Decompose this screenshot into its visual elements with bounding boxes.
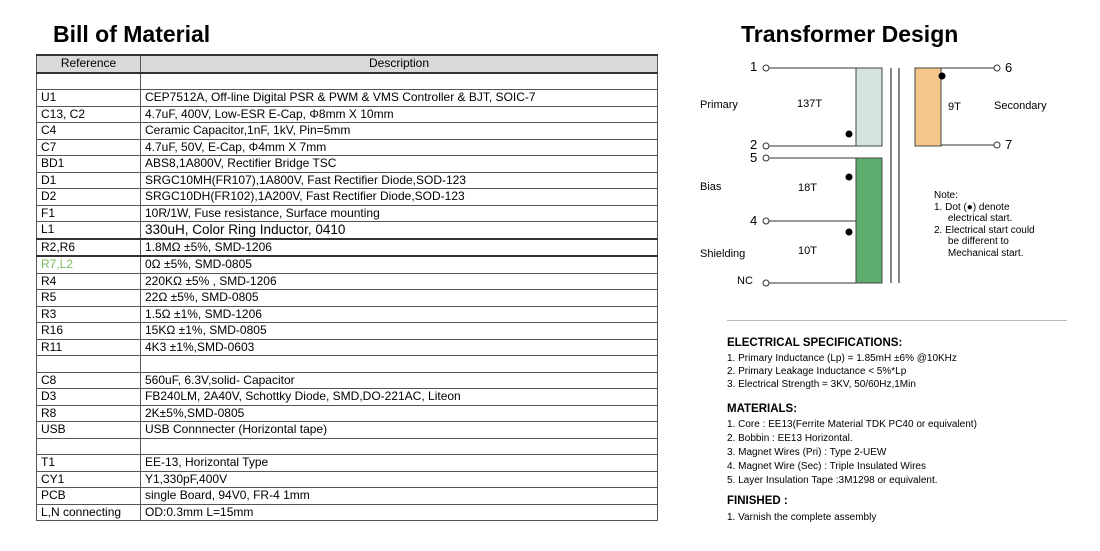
electrical-spec-item: 1. Primary Inductance (Lp) = 1.85mH ±6% @10KHz <box>727 353 957 364</box>
shielding-turns: 10T <box>798 245 817 257</box>
bias-start-dot <box>846 174 853 181</box>
note-line: 2. Electrical start could <box>934 224 1035 236</box>
bom-spacer-row <box>37 73 658 90</box>
pin-2-label: 2 <box>750 137 758 152</box>
bom-description <box>141 73 658 90</box>
bom-description: SRGC10DH(FR102),1A200V, Fast Rectifier Diode,SOD-123 <box>141 189 658 206</box>
bom-row <box>37 405 658 422</box>
primary-label: Primary <box>700 99 738 111</box>
pin-7-label: 7 <box>1005 137 1013 152</box>
pin-4-label: 4 <box>750 213 758 228</box>
bom-body <box>37 73 658 521</box>
bom-description: SRGC10MH(FR107),1A800V, Fast Rectifier Diode,SOD-123 <box>141 172 658 189</box>
bom-reference: BD1 <box>37 156 141 173</box>
bom-reference: R11 <box>37 339 141 356</box>
bom-row <box>37 273 658 290</box>
pin1-terminal <box>763 65 769 71</box>
electrical-spec-title: ELECTRICAL SPECIFICATIONS: <box>727 337 903 349</box>
bom-table-container <box>36 54 658 519</box>
nc-terminal <box>763 280 769 286</box>
note-line: electrical start. <box>934 213 1013 224</box>
bom-description: 4.7uF, 400V, Low-ESR E-Cap, Φ8mm X 10mm <box>141 106 658 123</box>
bom-row <box>37 90 658 107</box>
bom-reference: R2,R6 <box>37 239 141 257</box>
bom-reference: D2 <box>37 189 141 206</box>
bom-description: OD:0.3mm L=15mm <box>141 504 658 521</box>
note-line: be different to <box>934 236 1009 247</box>
bom-reference: PCB <box>37 488 141 505</box>
bom-row <box>37 488 658 505</box>
bom-reference: R5 <box>37 290 141 307</box>
bom-reference: R4 <box>37 273 141 290</box>
materials-item: 2. Bobbin : EE13 Horizontal. <box>727 433 853 444</box>
shielding-label: Shielding <box>700 248 746 260</box>
header-reference: Reference <box>37 55 141 73</box>
bom-reference: D3 <box>37 389 141 406</box>
bom-description: 15KΩ ±1%, SMD-0805 <box>141 323 658 340</box>
bom-row <box>37 106 658 123</box>
note-block <box>934 190 1035 259</box>
electrical-spec-item: 2. Primary Leakage Inductance < 5%*Lp <box>727 366 907 377</box>
materials-item: 5. Layer Insulation Tape :3M1298 or equivalent. <box>727 475 938 486</box>
bom-description: FB240LM, 2A40V, Schottky Diode, SMD,DO-221AC, Liteon <box>141 389 658 406</box>
note-title: Note: <box>934 190 958 201</box>
bom-description: 0Ω ±5%, SMD-0805 <box>141 256 658 273</box>
bom-description <box>141 438 658 455</box>
bias-label: Bias <box>700 181 722 193</box>
primary-turns: 137T <box>797 98 823 110</box>
primary-winding <box>856 68 882 146</box>
bom-row <box>37 290 658 307</box>
bom-reference: U1 <box>37 90 141 107</box>
bom-header-row <box>37 55 658 73</box>
bom-reference: USB <box>37 422 141 439</box>
bom-row <box>37 422 658 439</box>
bom-description: single Board, 94V0, FR-4 1mm <box>141 488 658 505</box>
bom-reference: R8 <box>37 405 141 422</box>
pin2-terminal <box>763 143 769 149</box>
pin-5-label: 5 <box>750 150 758 165</box>
bom-description: 330uH, Color Ring Inductor, 0410 <box>141 222 658 239</box>
note-line: Mechanical start. <box>934 247 1024 259</box>
bom-description: CEP7512A, Off-line Digital PSR & PWM & VMS Controller & BJT, SOIC-7 <box>141 90 658 107</box>
pin4-terminal <box>763 218 769 224</box>
bom-reference: R3 <box>37 306 141 323</box>
bom-row <box>37 306 658 323</box>
bom-reference: C8 <box>37 372 141 389</box>
bom-reference: D1 <box>37 172 141 189</box>
bom-description: 22Ω ±5%, SMD-0805 <box>141 290 658 307</box>
secondary-winding <box>915 68 941 146</box>
bom-description: Ceramic Capacitor,1nF, 1kV, Pin=5mm <box>141 123 658 140</box>
transformer-schematic <box>690 55 1090 305</box>
bom-row <box>37 471 658 488</box>
transformer-diagram <box>690 55 1090 305</box>
bom-reference: C4 <box>37 123 141 140</box>
bom-row <box>37 372 658 389</box>
bom-description: 4K3 ±1%,SMD-0603 <box>141 339 658 356</box>
bom-reference: C13, C2 <box>37 106 141 123</box>
bom-description: 1.8MΩ ±5%, SMD-1206 <box>141 239 658 257</box>
bom-row <box>37 323 658 340</box>
bom-description: 2K±5%,SMD-0805 <box>141 405 658 422</box>
bias-shielding-winding <box>856 158 882 283</box>
bom-table <box>36 54 658 521</box>
divider <box>727 320 1067 321</box>
shield-start-dot <box>846 229 853 236</box>
secondary-turns: 9T <box>948 101 961 113</box>
bom-reference <box>37 73 141 90</box>
bom-row <box>37 189 658 206</box>
bom-reference: R7,L2 <box>37 256 141 273</box>
bom-description: 220KΩ ±5% , SMD-1206 <box>141 273 658 290</box>
pin-6-label: 6 <box>1005 60 1013 75</box>
bom-row <box>37 139 658 156</box>
bom-description: ABS8,1A800V, Rectifier Bridge TSC <box>141 156 658 173</box>
pin6-terminal <box>994 65 1000 71</box>
primary-start-dot <box>846 131 853 138</box>
bom-row <box>37 504 658 521</box>
bom-row <box>37 222 658 239</box>
bom-row <box>37 339 658 356</box>
bom-reference: F1 <box>37 205 141 222</box>
finished-title: FINISHED : <box>727 495 788 507</box>
materials-item: 4. Magnet Wire (Sec) : Triple Insulated Wires <box>727 461 926 472</box>
bom-description: 560uF, 6.3V,solid- Capacitor <box>141 372 658 389</box>
bom-title: Bill of Material <box>53 21 211 47</box>
materials-title: MATERIALS: <box>727 403 798 415</box>
bom-reference: CY1 <box>37 471 141 488</box>
electrical-spec-item: 3. Electrical Strength = 3KV, 50/60Hz,1Min <box>727 379 916 390</box>
bom-description: Y1,330pF,400V <box>141 471 658 488</box>
bom-description: 10R/1W, Fuse resistance, Surface mounting <box>141 205 658 222</box>
transformer-title: Transformer Design <box>741 21 959 47</box>
finished-item: 1. Varnish the complete assembly <box>727 512 877 523</box>
pin-1-label: 1 <box>750 59 758 74</box>
bom-reference <box>37 438 141 455</box>
bom-row <box>37 256 658 273</box>
bom-row <box>37 156 658 173</box>
bom-reference: R16 <box>37 323 141 340</box>
bom-reference: C7 <box>37 139 141 156</box>
note-line: 1. Dot (●) denote <box>934 201 1010 213</box>
pin-nc-label: NC <box>737 275 753 287</box>
bom-reference: T1 <box>37 455 141 472</box>
bom-row <box>37 455 658 472</box>
bom-description: 1.5Ω ±1%, SMD-1206 <box>141 306 658 323</box>
bias-turns: 18T <box>798 182 817 194</box>
bom-row <box>37 123 658 140</box>
bom-description: USB Connnecter (Horizontal tape) <box>141 422 658 439</box>
bom-spacer-row <box>37 356 658 373</box>
bom-row <box>37 389 658 406</box>
bom-description: EE-13, Horizontal Type <box>141 455 658 472</box>
bom-row <box>37 239 658 257</box>
secondary-start-dot <box>939 73 946 80</box>
header-description: Description <box>141 55 658 73</box>
bom-description <box>141 356 658 373</box>
materials-item: 1. Core : EE13(Ferrite Material TDK PC40 or equivalent) <box>727 419 977 430</box>
bom-row <box>37 172 658 189</box>
bom-spacer-row <box>37 438 658 455</box>
bom-reference: L,N connecting <box>37 504 141 521</box>
secondary-label: Secondary <box>994 100 1047 112</box>
bom-reference: L1 <box>37 222 141 239</box>
bom-reference <box>37 356 141 373</box>
pin5-terminal <box>763 155 769 161</box>
pin7-terminal <box>994 142 1000 148</box>
bom-row <box>37 205 658 222</box>
bom-description: 4.7uF, 50V, E-Cap, Φ4mm X 7mm <box>141 139 658 156</box>
materials-item: 3. Magnet Wires (Pri) : Type 2-UEW <box>727 447 887 458</box>
